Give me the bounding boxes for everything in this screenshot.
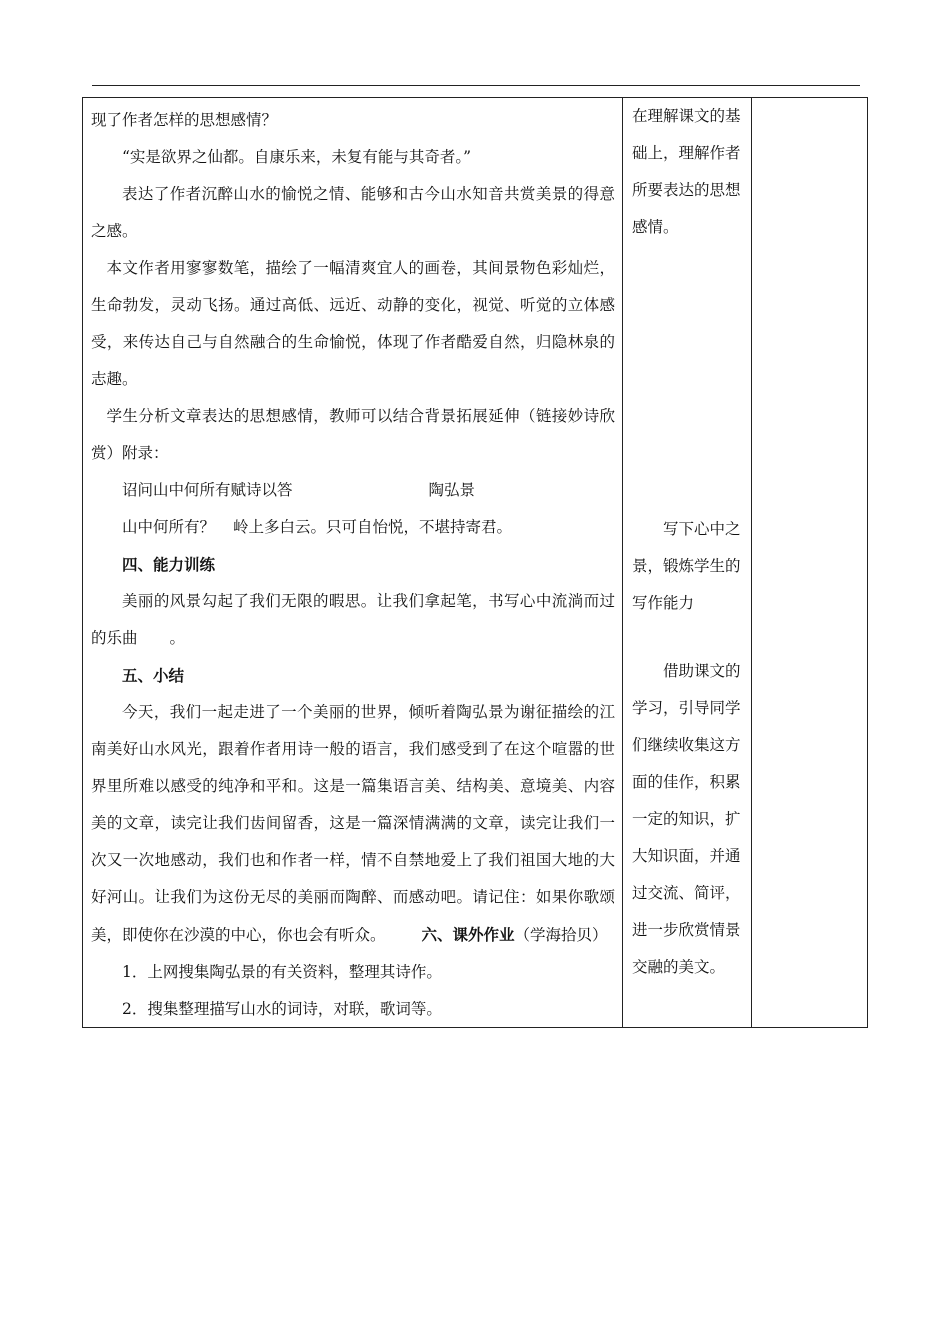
note-3: 借助课文的学习，引导同学们继续收集这方面的佳作，积累一定的知识，扩大知识面，并通过交流、简评，进一步欣赏情景交融的美文。 xyxy=(632,662,741,976)
section4-text xyxy=(91,583,615,657)
column-divider-2 xyxy=(751,98,752,1027)
note-block-1 xyxy=(632,98,748,246)
question-line: 现了作者怎样的思想感情？ xyxy=(91,111,278,129)
main-content-column xyxy=(91,102,615,1028)
section5-title: 五、小结 xyxy=(122,666,185,685)
poem-body-line xyxy=(91,509,615,546)
summary-paragraph: 本文作者用寥寥数笔，描绘了一幅清爽宜人的画卷，其间景物色彩灿烂，生命勃发，灵动飞扬。通过高低、远近、动静的变化，视觉、听觉的立体感受，来传达自己与自然融合的生命愉悦，体现了作者酷爱自然，归隐林泉的志趣。 xyxy=(91,259,615,388)
column-divider-1 xyxy=(622,98,623,1027)
homework-item-2: 2．搜集整理描写山水的词诗，对联，歌词等。 xyxy=(122,1000,442,1018)
poem-title: 诏问山中何所有赋诗以答 xyxy=(122,481,293,499)
note-block-2 xyxy=(632,511,748,622)
quote-explanation: 表达了作者沉醉山水的愉悦之情、能够和古今山水知音共赏美景的得意之感。 xyxy=(91,185,615,240)
poem-line-2: 岭上多白云。只可自怡悦，不堪持寄君。 xyxy=(233,518,513,536)
note-block-3 xyxy=(632,653,748,986)
homework-item-1: 1．上网搜集陶弘景的有关资料，整理其诗作。 xyxy=(122,963,442,981)
section4-text-b: 。 xyxy=(169,629,186,647)
student-paragraph: 学生分析文章表达的思想感情，教师可以结合背景拓展延伸（链接妙诗欣赏）附录： xyxy=(91,407,615,462)
poem-line-1: 山中何所有？ xyxy=(122,518,216,536)
section5-body: 今天，我们一起走进了一个美丽的世界，倾听着陶弘景为谢征描绘的江南美好山水风光，跟着作者用诗一般的语言，我们感受到了在这个喧嚣的世界里所难以感受的纯净和平和。这是一篇集语言美、结构美、意境美、内容美的文章，读完让我们齿间留香，这是一篇深情满满的文章，读完让我们一次又一次地感动，我们也和作者一样，情不自禁地爱上了我们祖国大地的大好河山。让我们为这份无尽的美丽而陶醉、而感动吧。请记住：如果你歌颂美，即使你在沙漠的中心，你也会有听众。 xyxy=(91,703,615,944)
section5-text xyxy=(91,694,615,954)
note-2: 写下心中之景，锻炼学生的写作能力 xyxy=(632,520,741,612)
section4-text-a: 美丽的风景勾起了我们无限的暇思。让我们拿起笔，书写心中流淌而过的乐曲 xyxy=(91,592,615,647)
quote-line: “实是欲界之仙都。自康乐来，未复有能与其奇者。” xyxy=(122,148,472,166)
section6-title: 六、课外作业 xyxy=(421,925,515,944)
lesson-table xyxy=(82,97,868,1028)
note-1: 在理解课文的基础上，理解作者所要表达的思想感情。 xyxy=(632,107,741,236)
poem-author: 陶弘景 xyxy=(428,481,476,499)
header-rule xyxy=(92,85,860,86)
poem-title-line xyxy=(91,472,615,509)
section6-subtitle: （学海拾贝） xyxy=(514,926,608,944)
section4-title: 四、能力训练 xyxy=(122,555,216,574)
